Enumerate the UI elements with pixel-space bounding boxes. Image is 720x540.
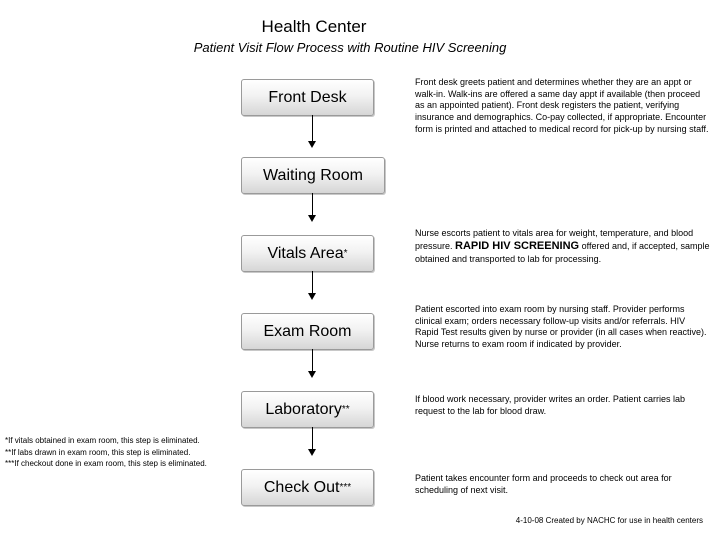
footnote: ***If checkout done in exam room, this step is eliminated. bbox=[5, 459, 207, 468]
step-label: Front Desk bbox=[268, 88, 347, 106]
step-front-desk bbox=[241, 79, 374, 116]
description-front-desk: Front desk greets patient and determines whether they are an appt or walk-in. Walk-ins are offered a same day appt if available (then proceed as an appointed patient). Front desk registers the patient, verifying insurance and demographics. Co-pay collected, if appropriate. Encounter form is printed and attached to medical record for pick-up by nursing staff. bbox=[415, 77, 709, 134]
step-footnote-mark: *** bbox=[339, 482, 352, 493]
rapid-hiv-screening-highlight: RAPID HIV SCREENING bbox=[455, 240, 580, 252]
step-label: Exam Room bbox=[263, 322, 352, 340]
step-footnote-mark: * bbox=[343, 248, 348, 259]
step-exam-room bbox=[241, 313, 374, 350]
footnote: **If labs drawn in exam room, this step is eliminated. bbox=[5, 447, 191, 457]
diagram-title: Health Center bbox=[261, 17, 367, 36]
step-label: Vitals Area bbox=[267, 244, 344, 262]
step-vitals-area bbox=[241, 235, 374, 272]
step-footnote-mark: ** bbox=[341, 404, 350, 415]
flow-arrow bbox=[312, 115, 313, 142]
flow-arrow bbox=[312, 427, 313, 450]
step-check-out bbox=[241, 469, 374, 506]
description-text: Nurse escorts patient to vitals area for weight, temperature, and blood pressure. bbox=[415, 228, 694, 251]
step-label: Laboratory bbox=[265, 400, 342, 418]
flow-arrow bbox=[312, 271, 313, 294]
description-vitals-area bbox=[415, 227, 710, 266]
flow-arrow bbox=[312, 193, 313, 216]
step-laboratory bbox=[241, 391, 374, 428]
description-exam-room: Patient escorted into exam room by nursing staff. Provider performs clinical exam; orders necessary follow-up visits and/or referrals. HIV Rapid Test results given by nurse or provider (in all cases when reactive). Nurse returns to exam room if indicated by provider. bbox=[415, 304, 707, 350]
footnotes bbox=[5, 435, 207, 470]
step-waiting-room bbox=[241, 157, 385, 194]
description-text: offered and, if accepted, sample obtained and transported to lab for processing. bbox=[415, 241, 710, 264]
description-check-out: Patient takes encounter form and proceeds to check out area for scheduling of next visit. bbox=[415, 473, 672, 495]
diagram-subtitle: Patient Visit Flow Process with Routine HIV Screening bbox=[193, 40, 507, 55]
step-label: Waiting Room bbox=[263, 166, 363, 184]
footnote: *If vitals obtained in exam room, this step is eliminated. bbox=[5, 436, 200, 445]
description-laboratory: If blood work necessary, provider writes an order. Patient carries lab request to the lab for blood draw. bbox=[415, 394, 685, 416]
step-label: Check Out bbox=[263, 478, 340, 496]
credit-line: 4-10-08 Created by NACHC for use in health centers bbox=[515, 516, 703, 525]
flow-arrow bbox=[312, 349, 313, 372]
